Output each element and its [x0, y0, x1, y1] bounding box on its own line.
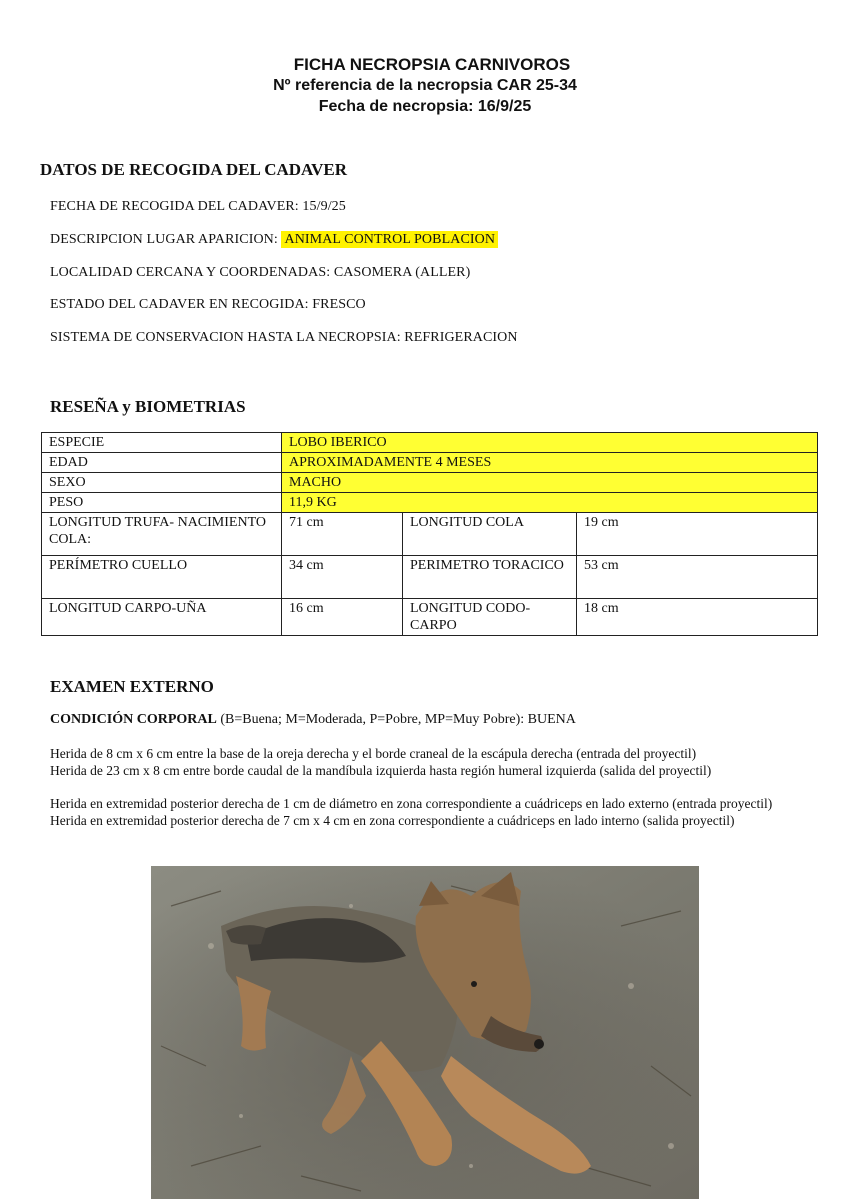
table-label-cell: PESO [42, 493, 282, 513]
field-label: LOCALIDAD CERCANA Y COORDENADAS: [50, 265, 334, 280]
field-label: FECHA DE RECOGIDA DEL CADAVER: [50, 199, 303, 214]
table-row-especie [42, 433, 818, 453]
condicion-value: (B=Buena; M=Moderada, P=Pobre, MP=Muy Pobre): BUENA [216, 712, 576, 727]
table-label-cell: ESPECIE [42, 433, 282, 453]
table-value-cell: 19 cm [577, 513, 818, 556]
table-label-cell: LONGITUD CARPO-UÑA [42, 599, 282, 636]
field-label: SISTEMA DE CONSERVACION HASTA LA NECROPSIA: [50, 330, 405, 345]
table-value-cell: MACHO [282, 473, 818, 493]
field-value: 15/9/25 [302, 199, 346, 214]
table-row-carpo [42, 599, 818, 636]
necropsy-date: Fecha de necropsia: 16/9/25 [318, 98, 532, 115]
table-value-cell: 16 cm [282, 599, 403, 636]
table-label-cell: LONGITUD CODO-CARPO [403, 599, 577, 636]
biometrics-table [41, 432, 818, 636]
section-heading-examen: EXAMEN EXTERNO [50, 677, 214, 696]
document-title: FICHA NECROPSIA CARNIVOROS [293, 55, 571, 74]
table-label-cell: LONGITUD TRUFA- NACIMIENTO COLA: [42, 513, 282, 556]
condicion-label: CONDICIÓN CORPORAL [50, 712, 217, 727]
herida-entry: Herida de 8 cm x 6 cm entre la base de la oreja derecha y el borde craneal de la escápula derecha (entrada del proyectil) [50, 746, 697, 761]
table-value-cell: 18 cm [577, 599, 818, 636]
wolf-photo [151, 866, 699, 1199]
table-value-cell: 53 cm [577, 556, 818, 599]
section-heading-recogida: DATOS DE RECOGIDA DEL CADAVER [40, 160, 348, 179]
document-header [0, 54, 850, 117]
field-localidad [50, 265, 470, 281]
field-estado-cadaver [50, 297, 366, 313]
heridas-block-1 [50, 745, 810, 779]
herida-entry: Herida de 23 cm x 8 cm entre borde caudal de la mandíbula izquierda hasta región humeral izquierda (salida del proyectil) [50, 763, 712, 778]
table-value-cell: LOBO IBERICO [282, 433, 818, 453]
field-value: CASOMERA (ALLER) [333, 265, 471, 280]
heridas-block-2 [50, 795, 810, 829]
herida-entry: Herida en extremidad posterior derecha de 1 cm de diámetro en zona correspondiente a cuádriceps en lado externo (entrada proyectil) [50, 796, 773, 811]
table-value-cell: APROXIMADAMENTE 4 MESES [282, 453, 818, 473]
table-row-sexo [42, 473, 818, 493]
wolf-photo-illustration [151, 866, 699, 1199]
table-label-cell: LONGITUD COLA [403, 513, 577, 556]
field-fecha-recogida [50, 199, 346, 215]
field-sistema-conservacion [50, 330, 518, 346]
section-heading-resena: RESEÑA y BIOMETRIAS [50, 397, 246, 416]
field-label: ESTADO DEL CADAVER EN RECOGIDA: [50, 297, 313, 312]
table-label-cell: PERIMETRO TORACICO [403, 556, 577, 599]
herida-entry: Herida en extremidad posterior derecha de 7 cm x 4 cm en zona correspondiente a cuádriceps en lado interno (salida proyectil) [50, 813, 735, 828]
field-lugar-aparicion [50, 232, 498, 248]
field-value: FRESCO [312, 297, 366, 312]
table-row-peso [42, 493, 818, 513]
field-label: DESCRIPCION LUGAR APARICION: [50, 232, 282, 247]
table-label-cell: PERÍMETRO CUELLO [42, 556, 282, 599]
table-row-longitudes [42, 513, 818, 556]
table-row-edad [42, 453, 818, 473]
table-value-cell: 11,9 KG [282, 493, 818, 513]
table-value-cell: 34 cm [282, 556, 403, 599]
table-label-cell: SEXO [42, 473, 282, 493]
field-value: REFRIGERACION [404, 330, 518, 345]
table-value-cell: 71 cm [282, 513, 403, 556]
field-value-highlighted: ANIMAL CONTROL POBLACION [281, 231, 498, 248]
condicion-corporal [50, 712, 576, 728]
table-row-perimetros [42, 556, 818, 599]
necropsy-reference: Nº referencia de la necropsia CAR 25-34 [273, 77, 577, 94]
table-label-cell: EDAD [42, 453, 282, 473]
